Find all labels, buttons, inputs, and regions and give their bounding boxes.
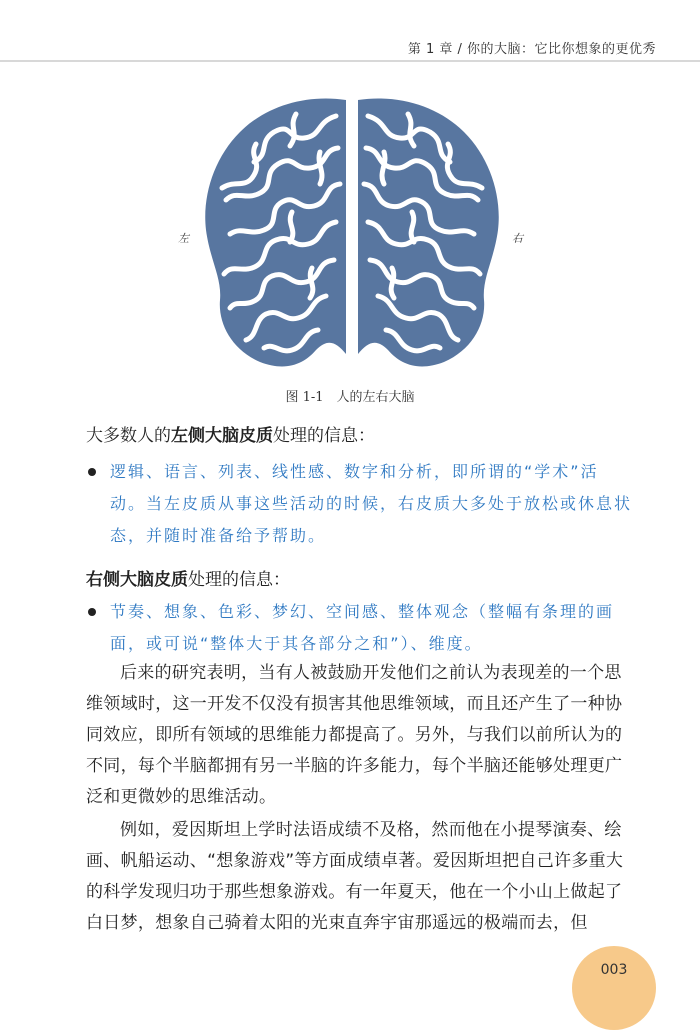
page-number: 003 — [600, 962, 628, 978]
header-rule — [0, 60, 700, 62]
right-cortex-heading — [86, 568, 632, 592]
paragraph: 例如，爱因斯坦上学时法语成绩不及格，然而他在小提琴演奏、绘画、帆船运动、“想象游戏”等方面成绩卓著。爱因斯坦把自己许多重大的科学发现归功于那些想象游戏。有一年夏天，他在一个小山上做起了白日梦，想象自己骑着太阳的光束直奔宇宙那遥远的极端而去，但 — [86, 820, 624, 933]
right-hemisphere-label: 右 — [512, 232, 523, 245]
left-cortex-bullet-text: 逻辑、语言、列表、线性感、数字和分析，即所谓的“学术”活动。当左皮质从事这些活动的时候，右皮质大多处于放松或休息状态，并随时准备给予帮助。 — [110, 462, 633, 545]
right-cortex-bullet — [86, 596, 632, 660]
right-cortex-lead-suffix: 处理的信息： — [188, 570, 290, 590]
right-cortex-bullet-text: 节奏、想象、色彩、梦幻、空间感、整体观念（整幅有条理的画面，或可说“整体大于其各部分之和”）、维度。 — [110, 602, 615, 653]
left-cortex-bullet — [86, 456, 632, 552]
left-cortex-lead-prefix: 大多数人的 — [86, 426, 171, 446]
right-cortex-term: 右侧大脑皮质 — [86, 570, 188, 590]
left-hemisphere-label: 左 — [178, 232, 189, 245]
running-header: 第 1 章 / 你的大脑：它比你想象的更优秀 — [407, 42, 656, 57]
body-text — [86, 658, 632, 939]
paragraph: 后来的研究表明，当有人被鼓励开发他们之前认为表现差的一个思维领域时，这一开发不仅没有损害其他思维领域，而且还产生了一种协同效应，即所有领域的思维能力都提高了。另外，与我们以前所认为的不同，每个半脑都拥有另一半脑的许多能力，每个半脑还能够处理更广泛和更微妙的思维活动。 — [86, 663, 623, 807]
bullet-dot-icon — [88, 608, 96, 616]
page-number-badge — [572, 946, 656, 1030]
figure-caption: 图 1-1 人的左右大脑 — [285, 390, 415, 405]
right-cortex-section — [86, 568, 632, 660]
left-cortex-term: 左侧大脑皮质 — [171, 426, 273, 446]
brain-illustration — [196, 92, 508, 380]
bullet-dot-icon — [88, 468, 96, 476]
left-cortex-heading — [86, 424, 632, 448]
left-cortex-section — [86, 424, 632, 552]
left-cortex-lead-suffix: 处理的信息： — [273, 426, 375, 446]
